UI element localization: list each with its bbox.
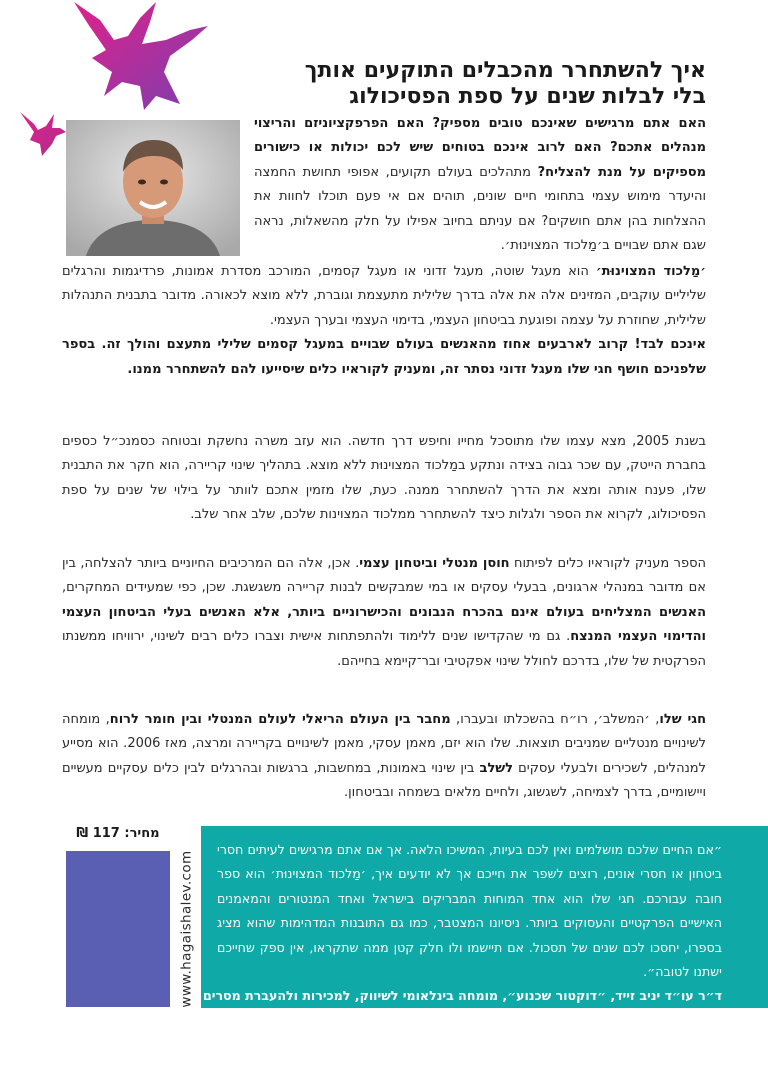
paragraph-book-tools [62, 552, 706, 674]
testimonial-signature: ד״ר עו״ד יניב זייד, ״דוקטור שכנוע״, מומחה בינלאומי לשיווק, למכירות ולהעברת מסרים [202, 988, 722, 1004]
p3-bold-2: האנשים המצליחים בעולם אינם בהכרח הנבונים והכישרוניים ביותר, אלא האנשים בעלי הביטחון העצמי והדימוי העצמי המנצח [62, 604, 706, 645]
author-name: חגי שלו [659, 712, 707, 727]
website-url-text: www.hagaishalev.com [179, 850, 195, 1008]
website-url [176, 850, 198, 1008]
intro-paragraph [254, 112, 706, 258]
p3-text-3: . גם מי שהקדישו שנים ללימוד ולהתפתחות אישית וצברו כלים רבים לשינוי, ירוויחו ממשנתו הפרקטית של שלו, בדרכם לחולל שינוי אפקטיבי ובר־קיימא בחייהם. [62, 629, 706, 669]
barcode-area [66, 851, 170, 1007]
page-title [66, 58, 706, 110]
p3-text-1: הספר מעניק לקוראיו כלים לפיתוח [509, 556, 707, 571]
intro-bold-questions: האם אתם מרגישים שאינכם טובים מספיק? האם הפרפקציוניזם והריצוי מנהלים אתכם? האם לרוב אינכם בטוחים שיש לכם יכולות או כישורים מספיקים על מנת להצליח? [254, 116, 706, 180]
paragraph-about-author [62, 708, 706, 806]
paragraph-author-story [62, 430, 706, 528]
portrait-illustration [66, 120, 240, 256]
small-bird-graphic [18, 110, 68, 158]
p4-bold-3: לשלב [479, 760, 514, 776]
paragraph-2-text: בשנת 2005, מצא עצמו שלו מתוסכל מחייו וחיפש דרך חדשה. הוא עזב משרה נחשקת ובטוחה כסמנכ״ל כספים בחברת הייטק, עם שכר גבוה בצידה ונתקע במַלכוד המצוינוּת ללא מוצא. בתהליך שינוי קריירה, הוא חקר את התבנית שלו, פענח אותה ומצא את הדרך להשתחרר ממנה. כעת, שלו מזמין אתכם לוותר על בילוי של שנים על ספת הפסיכולוג, לקרוא את הספר ולגלות כיצד להשתחרר ממלכוד המצוינות שלכם, שלב אחר שלב. [62, 434, 706, 523]
author-portrait [66, 120, 240, 256]
testimonial-text: ״אם החיים שלכם מושלמים ואין לכם בעיות, המשיכו הלאה. אך אם אתם מרגישים לעיתים חסרי ביטחון או חסרי אונים, רוצים לשפר את חייכם אך לא יודעים איך, ׳מַלכוד המצוינוּת׳ הוא ספר חובה עבורכם. חגי שלו הוא אחד המוחות המבריקים בישראל ואחד המנטורים והמאמנים האישיים הפרקטיים והעסוקים ביותר. ניסיונו המצטבר, כמו גם התובנות המדהימות שהוא מציג בספרו, יחסכו לכם שנים של תסכול. אם תיישמו ולו חלק קטן ממה שתקראו, אין ספק שחייכם ישתנו לטובה״. [217, 842, 722, 980]
intro-text: מתהלכים בעולם תקועים, אפופי תחושת החמצה והיעדר מימוש עצמי בתחומי חיים שונים, תוהים אם אי פעם תוכלו לחוות את ההצלחות בהן אתם חושקים? אם עניתם בחיוב אפילו על חלק מהשאלות, נראה שגם אתם שבויים ב׳מַלכוד המצוינוּת׳. [254, 164, 706, 254]
p4-bold-2: מחבר בין העולם הריאלי לעולם המנטלי ובין חומר לרוח [109, 712, 451, 727]
term-excellence-trap: ׳מַלכוד המצוינוּת׳ [595, 264, 706, 279]
paragraph-1-bold-statement: אינכם לבד! קרוב לארבעים אחוז מהאנשים בעולם שבויים במעגל קסמים שלילי מתעצם והולך זה. בספר שלפניכם חושף חגי שלו מעגל זדוני נסתר זה, ומעניק לקוראיו כלים שיסייעו להם להשתחרר ממנו. [62, 337, 706, 377]
p4-text-1: , ׳המשלב׳, רו״ח בהשכלתו ובעברו, [450, 712, 660, 727]
testimonial-box [201, 826, 768, 1008]
p4-text-3: בין שינוי באמונות, במחשבות, ברגשות ובהרגלים לבין כלים עסקיים מעשיים ויישומיים, בדרך לצמיחה, לשגשוג, ולחיים מלאים בשמחה ובביטחון. [62, 760, 706, 801]
title-line-2: בלי לבלות שנים על ספת הפסיכולוג [349, 84, 706, 109]
p4-text-2: , מומחה לשינויים מנטליים שמניבים תוצאות. שלו הוא יזם, מאמן עסקי, מאמן לשינויים בקריירה ומרצה, מאז 2006. הוא מסייע למנהלים, לשכירים ולבעלי עסקים [62, 712, 707, 776]
price-label: מחיר: 117 ₪ [76, 826, 160, 841]
title-line-1: איך להשתחרר מהכבלים התוקעים אותך [304, 58, 706, 83]
paragraph-excellence-trap [62, 260, 706, 382]
p3-text-2: . אכן, אלה הם המרכיבים החיוניים ביותר להצלחה, בין אם מדובר במנהלי ארגונים, בבעלי עסקים או במי שמבקשים לבנות קריירה משגשגת. שכן, כפי שמעידים המחקרים, [62, 556, 706, 596]
paragraph-1-text: הוא מעגל שוטה, מעגל זדוני או מעגל קסמים, המורכב מסדרת אמונות, פרדיגמות והרגלים שליליים עוקבים, המזינים אלה את אלה בדרך שלילית מתעצמת וגוברת, ללא מוצא לכאורה. מדובר בתבנית התנהלות שלילית, שחוזרת על עצמה ופוגעת בביטחון העצמי, בדימוי העצמי ובערך העצמי. [62, 264, 706, 328]
p3-bold-1: חוסן מנטלי וביטחון עצמי [359, 556, 510, 571]
